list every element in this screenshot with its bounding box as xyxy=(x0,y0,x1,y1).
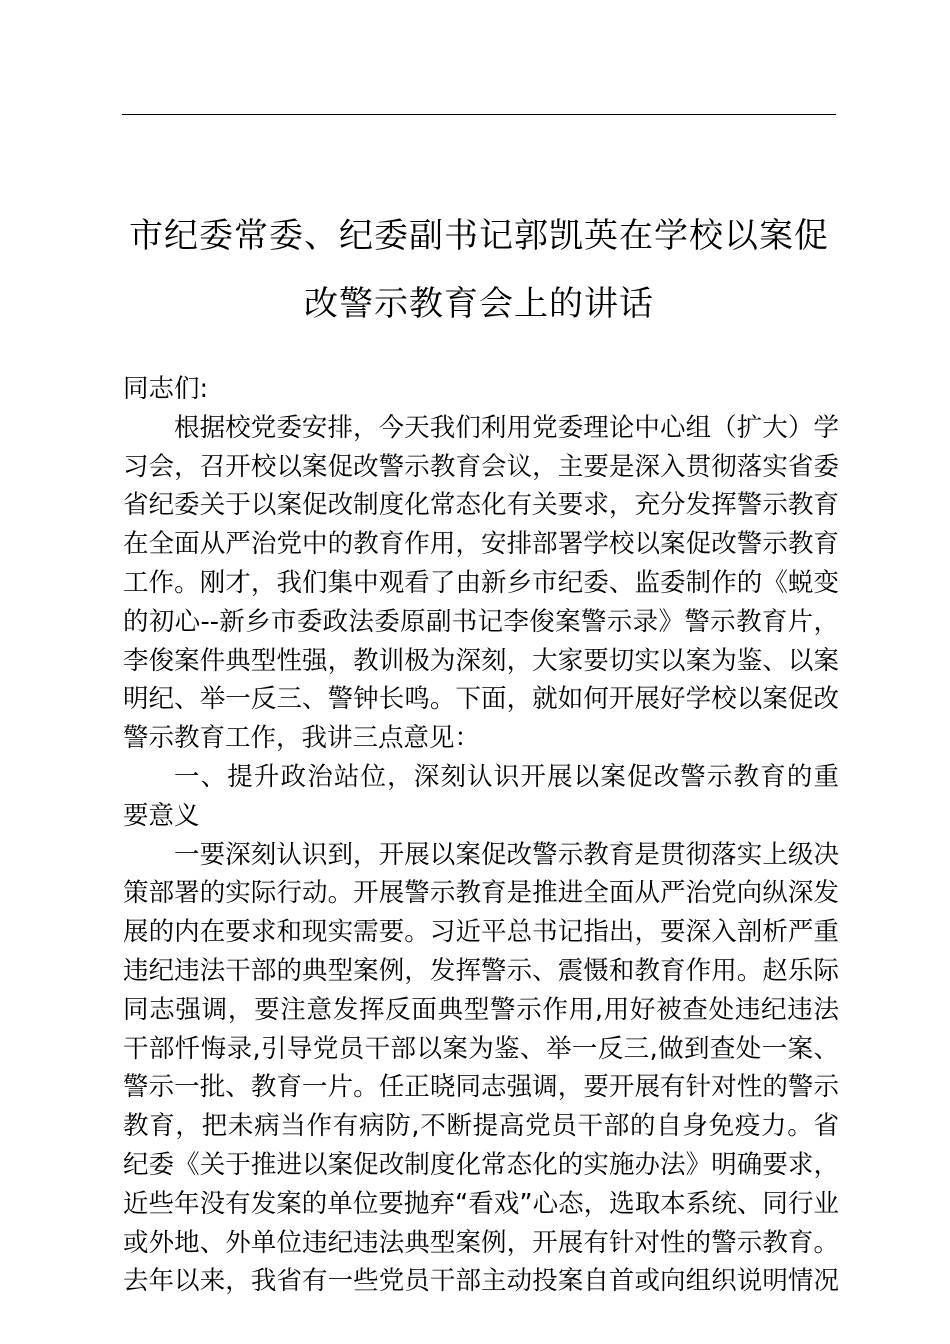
body-text-line: 的初心--新乡市委政法委原副书记李俊案警示录》警示教育片， xyxy=(123,606,839,637)
body-text-line: 近些年没有发案的单位要抛弃“看戏”心态，选取本系统、同行业 xyxy=(123,1188,839,1219)
body-text-line: 要意义 xyxy=(123,800,200,831)
body-text-line: 同志强调，要注意发挥反面典型警示作用,用好被查处违纪违法 xyxy=(123,994,839,1025)
body-text-line: 工作。刚才，我们集中观看了由新乡市纪委、监委制作的《蜕变 xyxy=(123,567,839,598)
body-text-line: 习会，召开校以案促改警示教育会议，主要是深入贯彻落实省委 xyxy=(123,451,839,482)
body-text-line: 在全面从严治党中的教育作用，安排部署学校以案促改警示教育 xyxy=(123,529,839,560)
body-text-line: 明纪、举一反三、警钟长鸣。下面，就如何开展好学校以案促改 xyxy=(123,684,839,715)
body-text-line: 李俊案件典型性强，教训极为深刻，大家要切实以案为鉴、以案 xyxy=(123,645,839,676)
body-text-line: 去年以来，我省有一些党员干部主动投案自首或向组织说明情况 xyxy=(123,1266,839,1297)
body-text-line: 省纪委关于以案促改制度化常态化有关要求，充分发挥警示教育 xyxy=(123,490,839,521)
header-rule xyxy=(122,114,836,115)
body-text-line: 根据校党委安排，今天我们利用党委理论中心组（扩大）学 xyxy=(174,412,839,443)
body-text-line: 策部署的实际行动。开展警示教育是推进全面从严治党向纵深发 xyxy=(123,878,839,909)
document-body xyxy=(123,370,839,1301)
body-text-line: 教育，把未病当作有病防,不断提高党员干部的自身免疫力。省 xyxy=(123,1111,839,1142)
document-title-line-1: 市纪委常委、纪委副书记郭凯英在学校以案促 xyxy=(129,216,829,256)
body-text-line: 警示一批、教育一片。任正晓同志强调，要开展有针对性的警示 xyxy=(123,1072,839,1103)
body-text-line: 或外地、外单位违纪违法典型案例，开展有针对性的警示教育。 xyxy=(123,1227,839,1258)
document-title-line-2: 改警示教育会上的讲话 xyxy=(304,284,654,324)
body-text-line: 一要深刻认识到，开展以案促改警示教育是贯彻落实上级决 xyxy=(174,839,839,870)
body-text-line: 警示教育工作，我讲三点意见： xyxy=(123,723,481,754)
body-text-line: 同志们: xyxy=(123,374,209,404)
body-text-line: 一、提升政治站位，深刻认识开展以案促改警示教育的重 xyxy=(174,761,839,792)
body-text-line: 纪委《关于推进以案促改制度化常态化的实施办法》明确要求， xyxy=(123,1149,839,1180)
body-text-line: 违纪违法干部的典型案例，发挥警示、震慑和教育作用。赵乐际 xyxy=(123,955,839,986)
body-text-line: 干部忏悔录,引导党员干部以案为鉴、举一反三,做到查处一案、 xyxy=(123,1033,839,1064)
body-text-line: 展的内在要求和现实需要。习近平总书记指出，要深入剖析严重 xyxy=(123,917,839,948)
